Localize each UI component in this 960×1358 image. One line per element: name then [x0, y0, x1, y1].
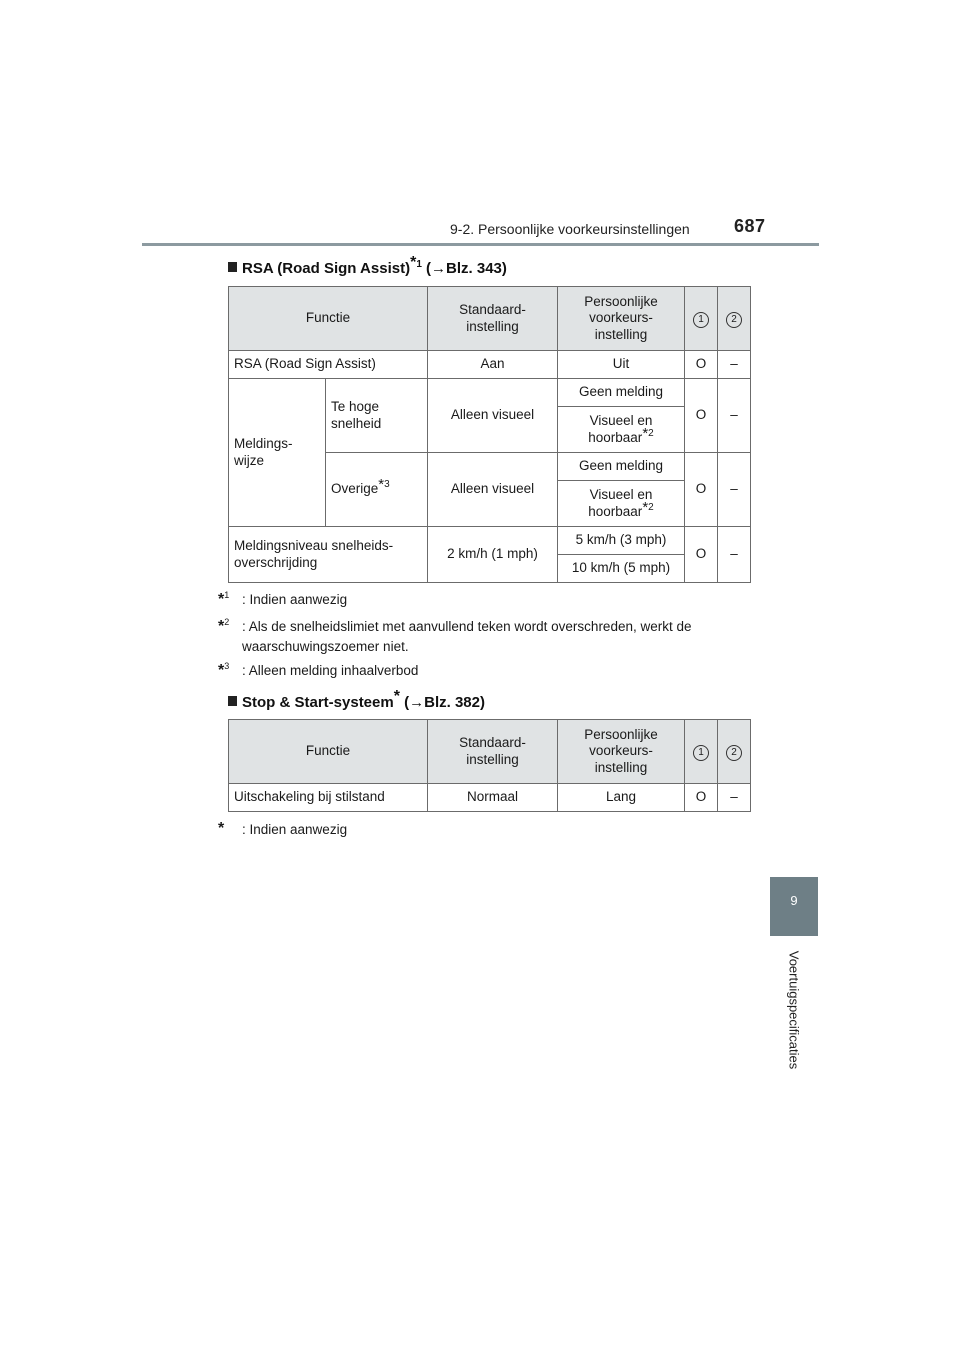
section-title: Stop & Start-systeem [242, 694, 394, 711]
header-personal: Persoonlijke voorkeurs- instelling [558, 720, 685, 784]
chapter-number: 9 [790, 893, 798, 908]
stop-start-settings-table [228, 719, 751, 812]
cell-option: Visueel en hoorbaar$^{*2}$ [558, 481, 685, 527]
cell-method-1: O [685, 453, 718, 527]
table-row [229, 379, 751, 407]
header-function: Functie [229, 720, 428, 784]
cell-group-label: Meldings- wijze [229, 379, 326, 527]
footnote-3: *$^3$ : Alleen melding inhaalverbod [218, 661, 419, 679]
table-row [229, 351, 751, 379]
cell-method-2: – [718, 527, 751, 583]
cell-method-2: – [718, 784, 751, 812]
cell-sub-label: Te hoge snelheid [326, 379, 428, 453]
cell-option: 10 km/h (5 mph) [558, 555, 685, 583]
cell-option: Geen melding [558, 379, 685, 407]
header-default: Standaard- instelling [428, 287, 558, 351]
cell-method-2: – [718, 453, 751, 527]
cell-method-1: O [685, 527, 718, 583]
page-number: 687 [734, 216, 766, 236]
rsa-settings-table [228, 286, 751, 583]
circled-number-icon: 2 [726, 312, 742, 328]
circled-number-icon: 1 [693, 745, 709, 761]
cell-personal: Lang [558, 784, 685, 812]
cell-method-2: – [718, 379, 751, 453]
section-heading-rsa: RSA (Road Sign Assist)$^{*1}$ (→Blz. 343) [228, 254, 507, 277]
page-reference-link[interactable]: (→Blz. 343) [426, 260, 507, 277]
cell-personal: Uit [558, 351, 685, 379]
cell-default: 2 km/h (1 mph) [428, 527, 558, 583]
cell-method-1: O [685, 379, 718, 453]
cell-function: Uitschakeling bij stilstand [229, 784, 428, 812]
table-row [229, 784, 751, 812]
square-bullet-icon [228, 262, 237, 272]
cell-method-2: – [718, 351, 751, 379]
footnote-2: *$^2$ : Als de snelheidslimiet met aanvullend teken wordt overschreden, werkt de waarschuwingszoemer niet. [218, 617, 692, 655]
cell-function: RSA (Road Sign Assist) [229, 351, 428, 379]
cell-sub-label: Overige$^{*3}$ [326, 453, 428, 527]
cell-function: Meldingsniveau snelheids- overschrijding [229, 527, 428, 583]
chapter-title: Voertuigspecificaties [786, 950, 802, 1070]
header-personal: Persoonlijke voorkeurs- instelling [558, 287, 685, 351]
header-method-2 [718, 720, 751, 784]
cell-default: Normaal [428, 784, 558, 812]
cell-option: 5 km/h (3 mph) [558, 527, 685, 555]
title-note-number: 1 [416, 259, 422, 270]
cell-default: Aan [428, 351, 558, 379]
cell-option: Visueel en hoorbaar$^{*2}$ [558, 407, 685, 453]
header-method-1 [685, 287, 718, 351]
cell-default: Alleen visueel [428, 453, 558, 527]
circled-number-icon: 2 [726, 745, 742, 761]
header-default: Standaard- instelling [428, 720, 558, 784]
cell-method-1: O [685, 351, 718, 379]
footnote-section-2: * : Indien aanwezig [218, 820, 348, 837]
table-header-row [229, 720, 751, 784]
header-function: Functie [229, 287, 428, 351]
table-row [229, 527, 751, 555]
header-rule [142, 243, 819, 246]
table-header-row [229, 287, 751, 351]
page-reference-link[interactable]: (→Blz. 382) [404, 694, 485, 711]
circled-number-icon: 1 [693, 312, 709, 328]
cell-default: Alleen visueel [428, 379, 558, 453]
square-bullet-icon [228, 696, 237, 706]
cell-option: Geen melding [558, 453, 685, 481]
cell-method-1: O [685, 784, 718, 812]
header-method-2 [718, 287, 751, 351]
section-heading-stop-start: Stop & Start-systeem* (→Blz. 382) [228, 688, 485, 711]
header-method-1 [685, 720, 718, 784]
section-title: RSA (Road Sign Assist) [242, 260, 411, 277]
footnote-1: *$^1$ : Indien aanwezig [218, 590, 348, 608]
running-header-section: 9-2. Persoonlijke voorkeursinstellingen [450, 221, 690, 237]
